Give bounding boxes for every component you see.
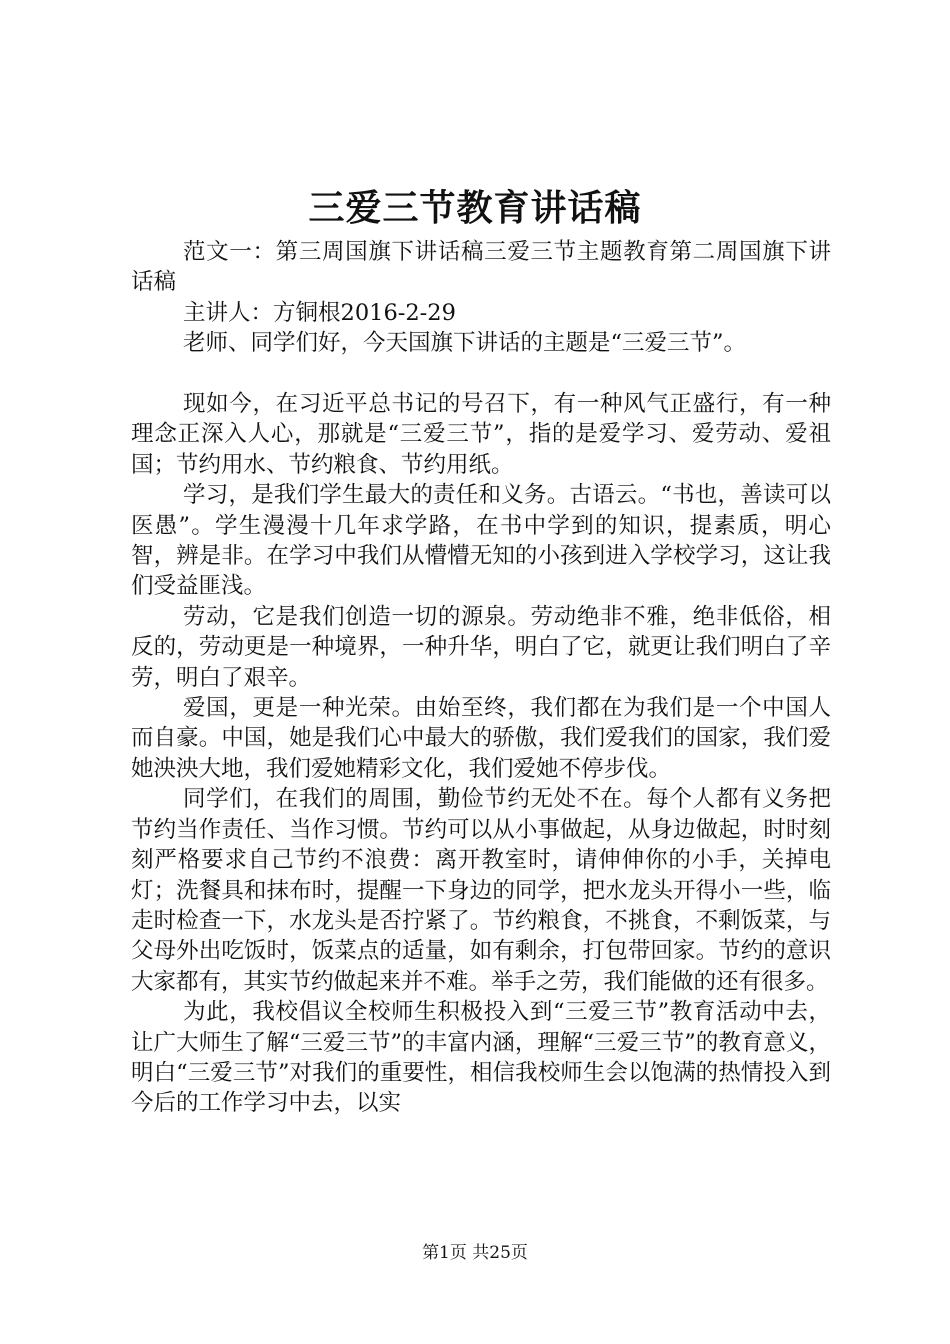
document-body xyxy=(131,237,831,1119)
document-title: 三爱三节教育讲话稿 xyxy=(308,187,642,229)
paragraph-thrift: 同学们，在我们的周围，勤俭节约无处不在。每个人都有义务把节约当作责任、当作习惯。节约可以从小事做起，从身边做起，时时刻刻严格要求自己节约不浪费：离开教室时，请伸伸你的小手，关掉电灯；洗餐具和抹布时，提醒一下身边的同学，把水龙头开得小一些，临走时检查一下，水龙头是否拧紧了。节约粮食，不挑食，不剩饭菜，与父母外出吃饭时，饭菜点的适量，如有剩余，打包带回家。节约的意识大家都有，其实节约做起来并不难。举手之劳，我们能做的还有很多。 xyxy=(131,786,831,995)
paragraph-three-loves: 现如今，在习近平总书记的号召下，有一种风气正盛行，有一种理念正深入人心，那就是“三爱三节”，指的是爱学习、爱劳动、爱祖国；节约用水、节约粮食、节约用纸。 xyxy=(131,391,831,478)
paragraph-patriotism: 爱国，更是一种光荣。由始至终，我们都在为我们是一个中国人而自豪。中国，她是我们心中最大的骄傲，我们爱我们的国家，我们爱她泱泱大地，我们爱她精彩文化，我们爱她不停步伐。 xyxy=(131,695,831,782)
paragraph-initiative: 为此，我校倡议全校师生积极投入到“三爱三节”教育活动中去，让广大师生了解“三爱三节”的丰富内涵，理解“三爱三节”的教育意义，明白“三爱三节”对我们的重要性，相信我校师生会以饱满的热情投入到今后的工作学习中去，以实 xyxy=(131,999,831,1117)
paragraph-greeting: 老师、同学们好，今天国旗下讲话的主题是“三爱三节”。 xyxy=(183,330,747,357)
paragraph-speaker: 主讲人：方铜根2016-2-29 xyxy=(183,299,456,326)
paragraph-study: 学习，是我们学生最大的责任和义务。古语云。“书也，善读可以医愚”。学生漫漫十几年求学路，在书中学到的知识，提素质，明心智，辨是非。在学习中我们从懵懵无知的小孩到进入学校学习，这让我们受益匪浅。 xyxy=(131,482,831,600)
page-number-footer: 第1页 共25页 xyxy=(422,1243,528,1263)
paragraph-labor: 劳动，它是我们创造一切的源泉。劳动绝非不雅，绝非低俗，相反的，劳动更是一种境界，一种升华，明白了它，就更让我们明白了辛劳，明白了艰辛。 xyxy=(131,603,831,691)
paragraph-intro: 范文一：第三周国旗下讲话稿三爱三节主题教育第二周国旗下讲话稿 xyxy=(131,239,831,296)
